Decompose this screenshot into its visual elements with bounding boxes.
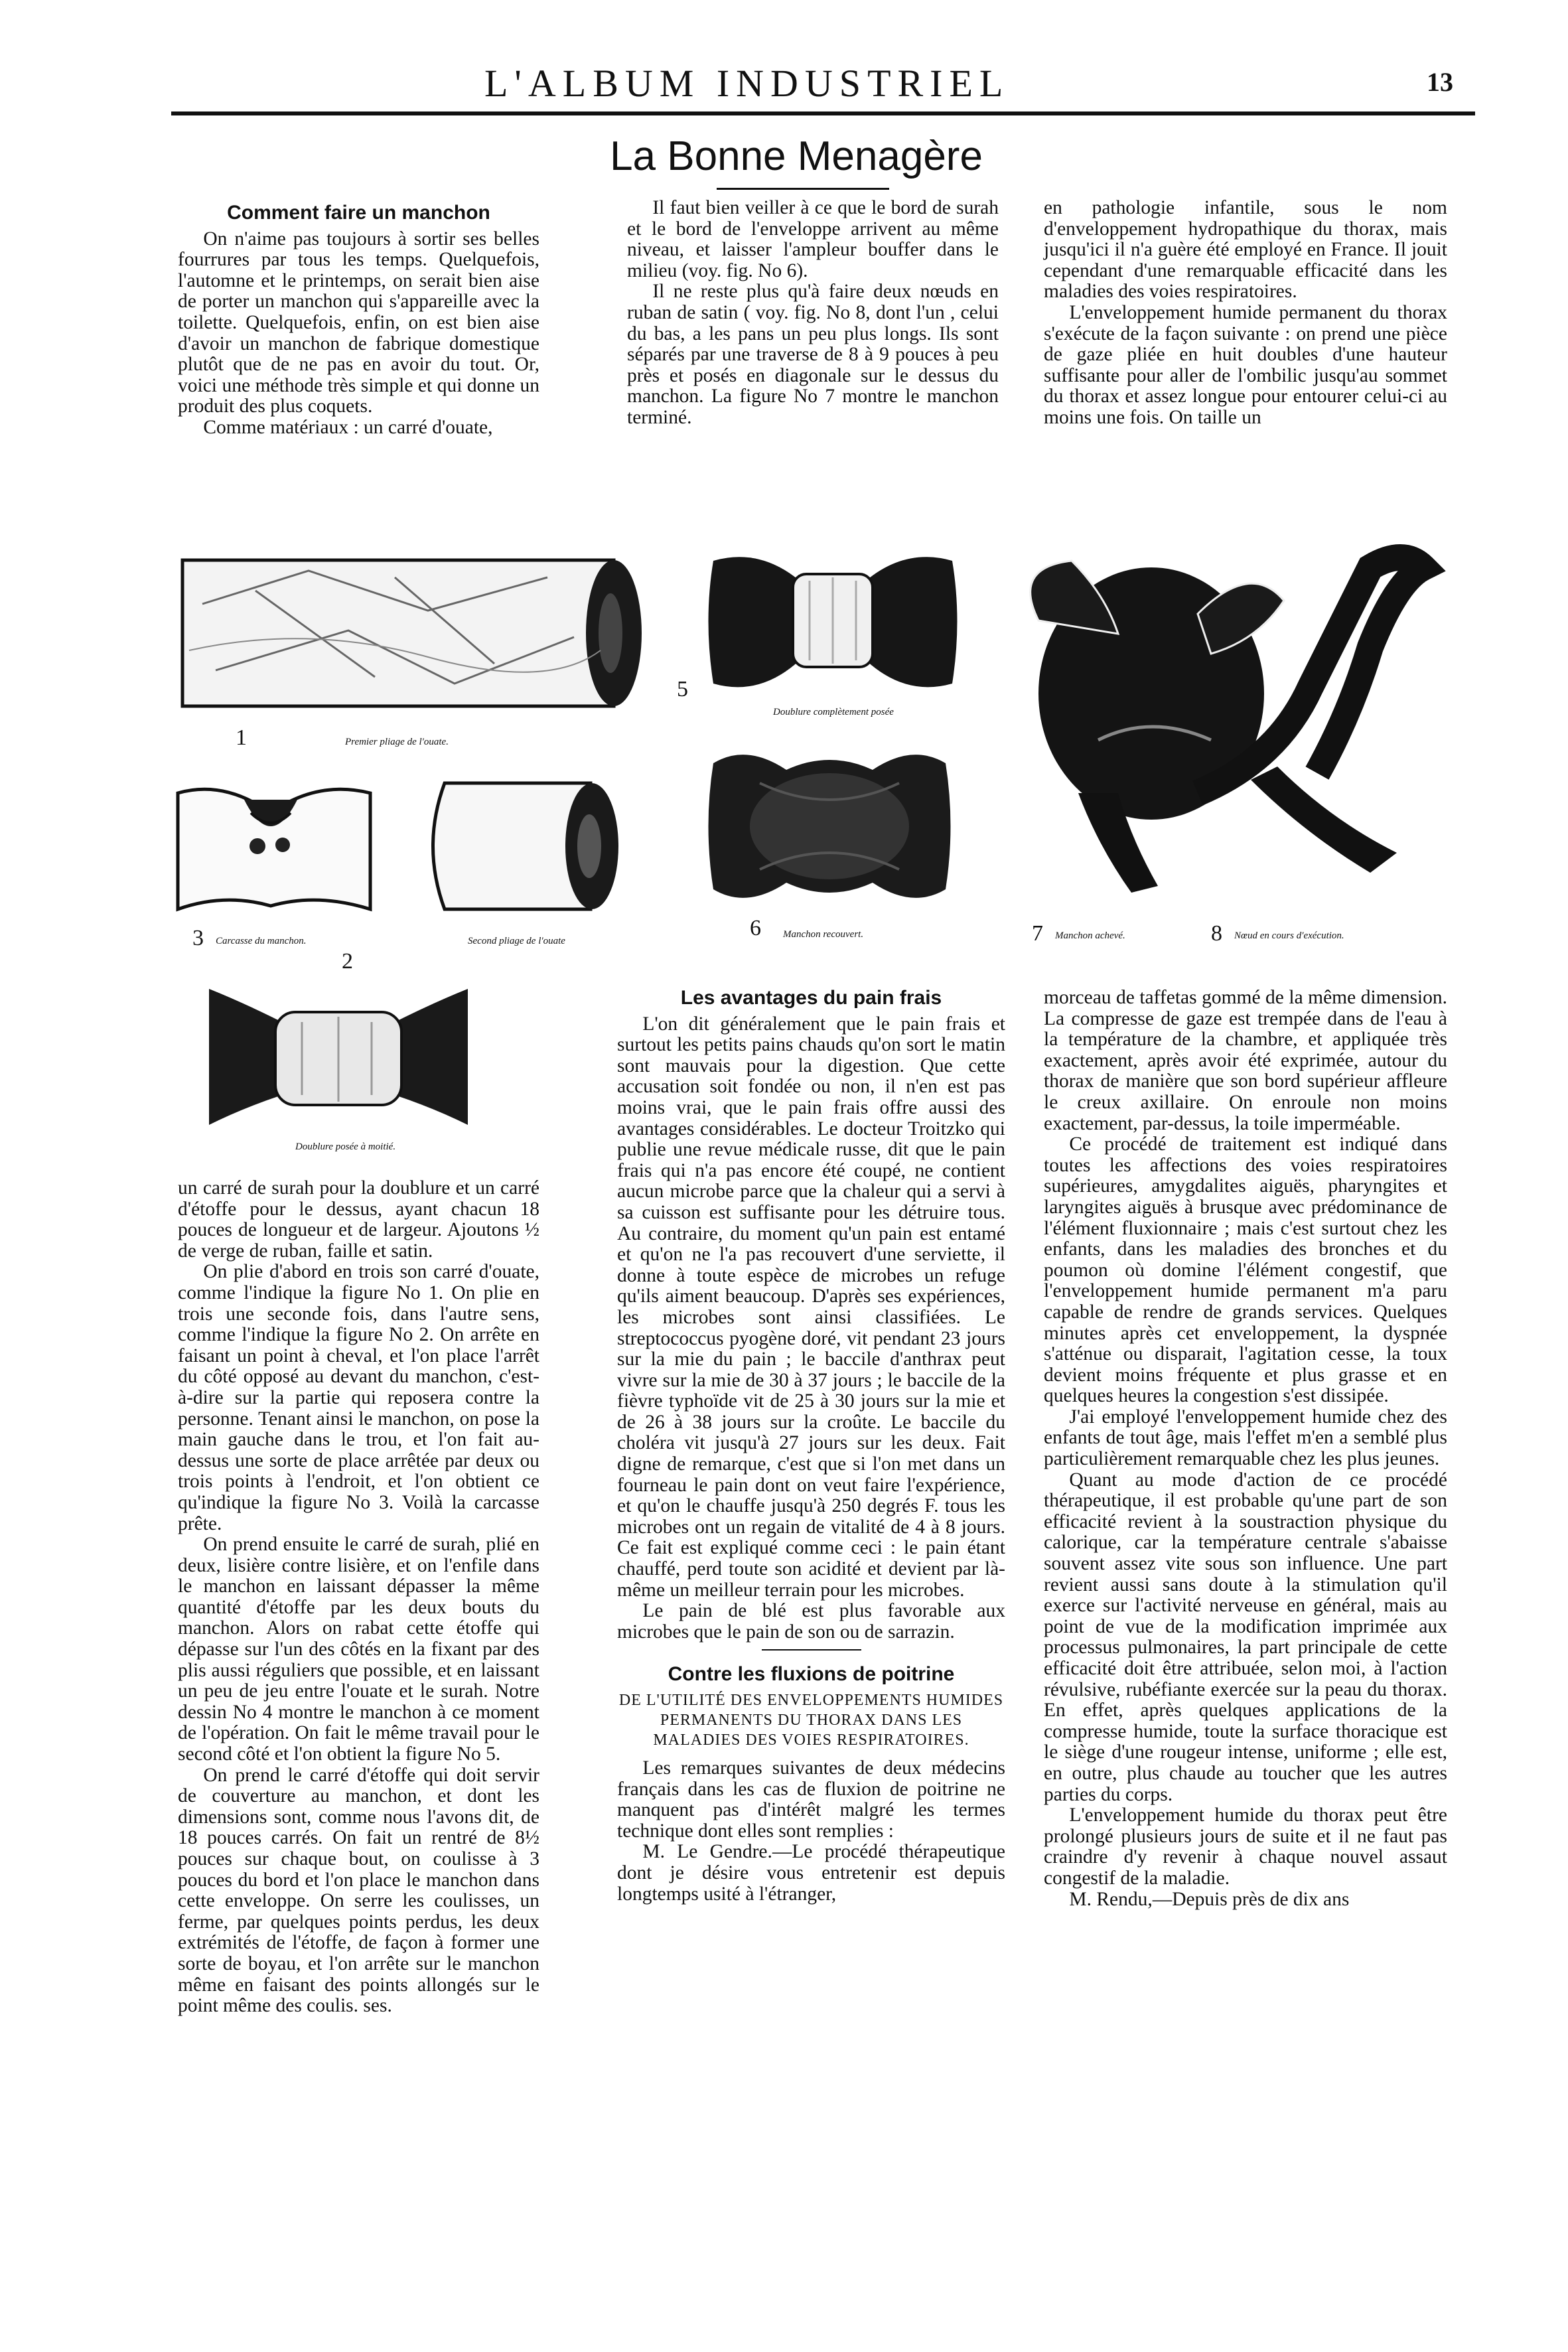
paragraph: On n'aime pas toujours à sortir ses belles fourrures par tous les temps. Quelquefois, l'automne et le printemps, on serait bien aise de porter un manchon qui s'appareille avec la toilette. Quelquefois, enfin, on est bien aise d'avoir un manchon de fabrique domestique plutôt que de ne pas en avoir du tout. Or, voici une méthode très simple et qui donne un produit des plus coquets. (178, 228, 539, 417)
paragraph: J'ai employé l'enveloppement humide chez des enfants de tout âge, mais l'effet m'en a semblé plus particulièrement remarquable chez les plus jeunes. (1044, 1406, 1447, 1470)
figure-6-illustration (707, 743, 952, 909)
paragraph: M. Rendu,—Depuis près de dix ans (1069, 1888, 1350, 1910)
figure-7-caption: Manchon achevé. (1055, 930, 1125, 941)
figure-3-caption: Carcasse du manchon. (216, 936, 307, 946)
figure-7-8-illustration (999, 541, 1450, 913)
article-pain-frais (617, 988, 1005, 1905)
header-rule (171, 111, 1475, 115)
paragraph: Les remarques suivantes de deux médecins français dans les cas de fluxion de poitrine ne manquent pas d'intérêt malgré les termes technique dont elles sont remplies : (617, 1757, 1005, 1842)
heading-manchon: Comment faire un manchon (227, 202, 490, 224)
figure-8-number: 8 (1211, 921, 1222, 946)
figure-4-illustration (202, 976, 481, 1138)
paragraph: L'enveloppement humide du thorax peut être prolongé plusieurs jours de suite et il ne faut pas craindre d'y revenir à chaque nouvel assaut congestif de la maladie. (1044, 1804, 1447, 1889)
paragraph: Il faut bien veiller à ce que le bord de surah et le bord de l'enveloppe arrivent au même niveau, et laisser l'ampleur bouffer dans le milieu (voy. fig. No 6). (627, 197, 999, 281)
title-rule (717, 188, 889, 190)
figure-7-number: 7 (1032, 921, 1043, 946)
article-fluxions-continued (1044, 988, 1447, 1910)
heading-fluxions: Contre les fluxions de poitrine (668, 1663, 955, 1686)
article-manchon-intro (178, 202, 539, 439)
figure-2-number: 2 (342, 949, 353, 974)
figure-5-illustration (707, 548, 959, 700)
figure-5-caption: Doublure complètement posée (773, 707, 894, 717)
figure-2-caption: Second pliage de l'ouate (468, 936, 565, 946)
paragraph: Quant au mode d'action de ce procédé thérapeutique, il est probable qu'une part de son efficacité revient à la soustraction physique du calorique, car la température centrale s'abaisse souvent assez vite sous son influence. Une part revient aussi sans doute à la stimulation qu'il exerce sur l'activité nerveuse en général, mais au point de vue de la modification imprimée aux processus pulmonaires, la part principale de cette efficacité doit être attribuée, selon moi, à l'action révulsive, rubéfiante exercée sur la peau du thorax. En effet, après quelques applications de la compresse humide, toute la surface thoracique est le siège d'une rougeur intense, uniforme ; elle est, en outre, plus chaude au toucher que les autres parties du corps. (1044, 1469, 1447, 1805)
page-number: 13 (1427, 67, 1453, 97)
paragraph: Comme matériaux : un carré d'ouate, (203, 416, 493, 438)
running-head (173, 61, 1473, 108)
subheading-fluxions: DE L'UTILITÉ DES ENVELOPPEMENTS HUMIDES PERMANENTS DU THORAX DANS LES MALADIES DES VOIES RESPIRATOIRES. (618, 1692, 1004, 1749)
paragraph: On plie d'abord en trois son carré d'ouate, comme l'indique la figure No 1. On plie en trois une seconde fois, dans l'autre sens, comme l'indique la figure No 2. On arrête en faisant un point à cheval, et l'on place l'arrêt du côté opposé au devant du manchon, c'est-à-dire sur la partie qui reposera contre la personne. Tenant ainsi le manchon, on pose la main gauche dans le trou, et l'on fait au-dessus une sorte de place arrêtée par deux ou trois points à l'endroit, et l'on obtient ce qu'indique la figure No 3. Voilà la carcasse prête. (178, 1261, 539, 1534)
figure-2-illustration (418, 773, 637, 919)
paragraph: Le pain de blé est plus favorable aux microbes que le pain de son ou de sarrazin. (617, 1600, 1005, 1643)
figure-4-caption: Doublure posée à moitié. (295, 1141, 396, 1152)
paragraph: On prend ensuite le carré de surah, plié en deux, lisière contre lisière, et on l'enfile dans le manchon en laissant dépasser la même quantité d'étoffe par les deux bouts du manchon. Alors on rabat cette étoffe qui dépasse sur l'un des côtés en la fixant par des plis aussi réguliers que possible, et en laissant un peu de jeu entre l'ouate et le surah. Notre dessin No 4 montre le manchon à ce moment de l'opération. On fait le même travail pour le second côté et l'on obtient la figure No 5. (178, 1534, 539, 1765)
paragraph: morceau de taffetas gommé de la même dimension. La compresse de gaze est trempée dans de l'eau à la température de la chambre, et appliquée très exactement, après avoir été exprimée, autour du thorax de manière que son bord supérieur affleure le creux axillaire. On enroule non moins exactement, par-dessus, la toile imperméable. (1044, 987, 1447, 1134)
paragraph: Ce procédé de traitement est indiqué dans toutes les affections des voies respiratoires supérieures, amygdalites aiguës, pharyngites et laryngites aiguës à brusque avec prédominance de l'élément fluxionnaire ; mais c'est surtout chez les enfants, dans les maladies des bronches et du poumon où domine l'élément congestif, que l'enveloppement humide permanent m'a paru capable de rendre de grands services. Quelques minutes après cet enveloppement, la dyspnée s'atténue ou disparait, l'agitation cesse, la toux devient moins fréquente et plus grasse et en quelques heures la congestion s'est dissipée. (1044, 1134, 1447, 1407)
section-divider (762, 1649, 861, 1651)
paragraph: Il ne reste plus qu'à faire deux nœuds en ruban de satin ( voy. fig. No 8, dont l'un , celui du bas, a les pans un peu plus longs. Ils sont séparés par une traverse de 8 à 9 pouces à peu près et posés en diagonale sur le dessus du manchon. La figure No 7 montre le manchon terminé. (627, 281, 999, 428)
article-manchon-continued (178, 1178, 539, 2017)
figure-8-caption: Nœud en cours d'exécution. (1234, 930, 1344, 941)
paragraph: en pathologie infantile, sous le nom d'enveloppement hydropathique du thorax, mais jusqu'ici il n'a guère été employé en France. Il jouit cependant d'une remarquable efficacité dans les maladies des voies respiratoires. (1044, 197, 1447, 303)
section-title: La Bonne Menagère (610, 133, 983, 179)
journal-title: L'ALBUM INDUSTRIEL (484, 62, 1010, 105)
paragraph: L'enveloppement humide permanent du thorax s'exécute de la façon suivante : on prend une pièce de gaze pliée en huit doubles d'une hauteur suffisante pour aller de l'ombilic jusqu'au sommet du thorax et assez longue pour entourer celui-ci au moins une fois. On taille un (1044, 301, 1447, 428)
figure-1-number: 1 (236, 725, 247, 750)
paragraph: On prend le carré d'étoffe qui doit servir de couverture au manchon, et dont les dimensions sont, comme nous l'avons dit, de 18 pouces carrés. On fait un rentré de 8½ pouces sur chaque bout, on coulisse à 3 pouces du bord et l'on place le manchon dans cette enveloppe. On serre les coulisses, un ferme, par quelques points perdus, les deux extrémités de l'étoffe, de façon à former une sorte de boyau, et l'on arrête sur le manchon même en faisant des points allongés sur le point même des coulis. ses. (178, 1764, 539, 2017)
figure-6-number: 6 (750, 916, 761, 940)
paragraph: M. Le Gendre.—Le procédé thérapeutique dont je désire vous entretenir est depuis longtemps usité à l'étranger, (617, 1841, 1005, 1905)
heading-pain-frais: Les avantages du pain frais (680, 987, 942, 1009)
paragraph: L'on dit généralement que le pain frais et surtout les petits pains chauds qu'on sort le matin sont mauvais pour la digestion. Que cette accusation soit fondée ou non, il n'en est pas moins vrai, que le pain frais offre aussi des avantages considérables. Le docteur Troitzko qui publie une revue médicale russe, dit que le pain frais qui n'a pas encore été coupé, ne contient aucun microbe parce que la chaleur qui a servi à sa cuisson est suffisante pour les détruire tous. Au contraire, du moment qu'un pain est entamé et qu'on ne l'a pas recouvert d'une serviette, il donne à toute espèce de microbes un refuge qu'ils aiment beaucoup. D'après ses expériences, les microbes sont ainsi classifiées. Le streptococcus pyogène doré, vit pendant 23 jours sur la mie du pain ; le baccile d'anthrax peut vivre sur la mie de 30 à 37 jours ; le baccile de la fièvre typhoïde vit de 25 à 30 jours sur la mie et de 26 à 38 jours sur la croûte. Le baccile du choléra vit jusqu'à 27 jours sur les deux. Fait digne de remarque, c'est que si l'on met dans un fourneau le pain dont on veut faire l'expérience, et qu'on le chauffe jusqu'à 250 degrés F. tous les microbes ont un regain de vitalité de 4 à 8 jours. Ce fait est expliqué comme ceci : le pain étant chauffé, perd toute son acidité et devient par là-même un meilleur terrain pour les microbes. (617, 1013, 1005, 1601)
paragraph: un carré de surah pour la doublure et un carré d'étoffe pour le dessus, ayant chacun 18 pouces de longueur et de largeur. Ajoutons ½ de verge de ruban, faille et satin. (178, 1177, 539, 1262)
figure-6-caption: Manchon recouvert. (783, 929, 864, 940)
figure-5-number: 5 (677, 677, 688, 701)
figure-3-illustration (171, 773, 390, 926)
article-fluxions-top (1044, 198, 1447, 429)
figure-1-caption: Premier pliage de l'ouate. (345, 737, 449, 747)
article-manchon-middle (627, 198, 999, 429)
figure-3-number: 3 (192, 926, 204, 950)
figure-1-illustration (176, 551, 654, 727)
